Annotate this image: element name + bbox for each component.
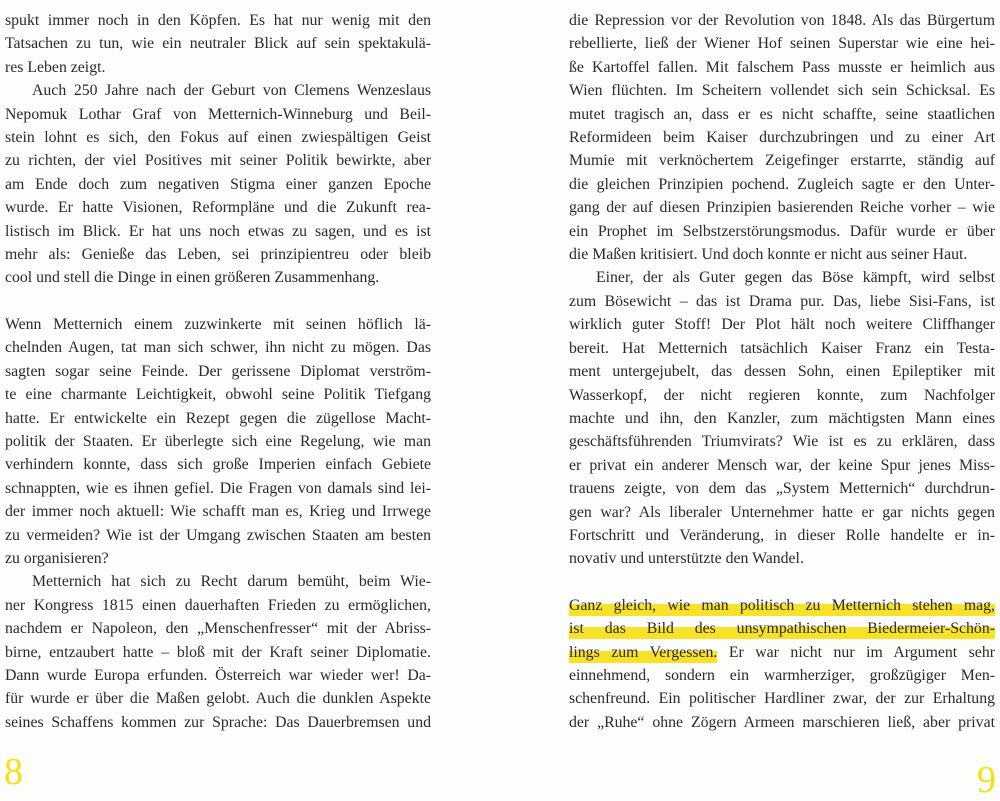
text-segment: trauens zeigte, von dem das „System Metternich“ durchdrun-: [569, 480, 995, 498]
text-segment: mutet tragisch an, dass er es nicht schaffte, seine staatlichen: [569, 105, 995, 123]
text-segment: Wenn Metternich einem zuzwinkerte mit seinen höflich lä-: [5, 315, 431, 333]
text-line: [5, 360, 431, 383]
text-line: [569, 220, 995, 243]
text-segment: zu organisieren?: [5, 549, 109, 567]
text-line: [569, 407, 995, 430]
text-line: [5, 313, 431, 336]
text-segment: cool und stell die Dinge in einen größeren Zusammenhang.: [5, 269, 380, 287]
highlighted-text: lings zum Vergessen.: [569, 643, 718, 661]
text-line: [5, 477, 431, 500]
text-line: [569, 454, 995, 477]
text-segment: Reformideen beim Kaiser durchzubringen und zu einer Art: [569, 129, 995, 147]
text-line: [5, 383, 431, 406]
text-line: [569, 687, 995, 710]
text-segment: Nepomuk Lothar Graf von Metternich-Winneburg und Beil-: [5, 105, 431, 123]
text-line: [569, 337, 995, 360]
text-line: [569, 664, 995, 687]
page-number-right: 9: [977, 759, 996, 801]
text-line: [569, 501, 995, 524]
text-segment: spukt immer noch in den Köpfen. Es hat nur wenig mit den: [5, 12, 431, 29]
text-line: [5, 173, 431, 196]
text-line: [569, 290, 995, 313]
highlighted-text: ist das Bild des unsympathischen Biedermeier-Schön-: [569, 620, 995, 638]
text-line: [569, 149, 995, 172]
text-line: [5, 500, 431, 523]
text-segment: zum Bösewicht – das ist Drama pur. Das, liebe Sisi-Fans, ist: [569, 292, 995, 310]
text-segment: einnehmend, sondern ein warmherziger, großzügiger Men-: [569, 666, 995, 684]
text-segment: Er war nicht nur im Argument sehr: [717, 643, 995, 661]
text-segment: Mumie mit verknöchertem Zeigefinger erstarrte, ständig auf: [569, 152, 995, 170]
text-segment: res Leben zeigt.: [5, 58, 106, 76]
text-segment: gen war? Als liberaler Unternehmer hatte er gar nichts gegen: [569, 503, 995, 521]
text-line: [5, 196, 431, 219]
text-segment: am Ende doch zum negativen Stigma einer ganzen Epoche: [5, 175, 431, 193]
text-segment: Metternich hat sich zu Recht darum bemüht, beim Wie-: [32, 573, 431, 591]
text-line: [569, 430, 995, 453]
text-line: [5, 126, 431, 149]
text-segment: stein lohnt es sich, den Fokus auf einen zwiespältigen Geist: [5, 129, 431, 147]
text-line: [5, 570, 431, 593]
text-line: [5, 453, 431, 476]
text-segment: Tatsachen zu tun, wie ein neutraler Blick auf sein spektakulä-: [5, 35, 431, 53]
text-line: [5, 594, 431, 617]
text-line: [569, 477, 995, 500]
text-segment: er privat ein anderer Mensch war, der keine Spur jenes Miss-: [569, 456, 995, 474]
text-segment: ein Prophet im Selbstzerstörungsmodus. Dafür wurde er über: [569, 222, 995, 240]
text-line: [5, 336, 431, 359]
text-line: [5, 617, 431, 640]
text-line: [569, 711, 995, 734]
text-segment: gang der auf diesen Prinzipien basierenden Reiche vorher – wie: [569, 199, 995, 217]
text-segment: schnappten, wie es ihnen gefiel. Die Fragen von damals sind lei-: [5, 479, 431, 497]
text-segment: Wasserkopf, der nicht regieren konnte, zum Nachfolger: [569, 386, 995, 404]
text-line: [569, 524, 995, 547]
text-segment: ße Kartoffel fallen. Mit falschem Pass musste er heimlich aus: [569, 58, 995, 76]
text-segment: rebellierte, ließ der Wiener Hof seinen Superstar wie eine hei-: [569, 35, 995, 53]
text-line: [5, 430, 431, 453]
text-segment: novativ und unterstützte den Wandel.: [569, 550, 804, 568]
text-line: [5, 220, 431, 243]
text-line: [5, 56, 431, 79]
text-segment: birne, entzaubert hatte – bloß mit der Kraft seiner Diplomatie.: [5, 643, 431, 661]
text-segment: der immer noch aktuell: Wie schafft man es, Krieg und Irrwege: [5, 503, 431, 521]
text-line: [569, 126, 995, 149]
text-line: [569, 313, 995, 336]
right-page-text-column: [569, 9, 995, 734]
text-line: [569, 173, 995, 196]
text-segment: te eine charmante Leichtigkeit, obwohl seine Politik Tiefgang: [5, 386, 431, 404]
text-segment: die Repression vor der Revolution von 1848. Als das Bürgertum: [569, 12, 995, 29]
text-line: [569, 266, 995, 289]
text-segment: zu vermeiden? Wie ist der Umgang zwischen Staaten am besten: [5, 526, 431, 544]
text-line: [569, 617, 995, 640]
text-segment: machte und ihn, den Kanzler, zum mächtigsten Mann eines: [569, 409, 995, 427]
page-number-left: 8: [4, 751, 23, 793]
text-line: [5, 711, 431, 734]
text-segment: ner Kongress 1815 einen dauerhaften Frieden zu ermöglichen,: [5, 596, 431, 614]
text-segment: Wien flüchten. Im Scheitern vollendet sich sein Schicksal. Es: [569, 82, 995, 100]
text-segment: Dann wurde Europa erfunden. Österreich war wieder wer! Da-: [5, 666, 431, 684]
text-line: [569, 9, 995, 32]
text-segment: listisch im Blick. Er hat uns noch etwas zu sagen, und es ist: [5, 222, 431, 240]
text-line: [5, 9, 431, 32]
text-segment: zu richten, der viel Positives mit seiner Politik bewirkte, aber: [5, 152, 431, 170]
text-line: [569, 547, 995, 570]
text-segment: ment untergejubelt, das dessen Sohn, einen Epileptiker mit: [569, 363, 995, 381]
text-segment: die gleichen Prinzipien pochend. Zugleich sagte er den Unter-: [569, 175, 995, 193]
text-line: [569, 641, 995, 664]
text-line: [569, 32, 995, 55]
text-segment: seines Schaffens kommen zur Sprache: Das Dauerbremsen und: [5, 713, 431, 731]
text-line: [5, 149, 431, 172]
text-segment: mehr als: Genieße das Leben, sei prinzipientreu oder bleib: [5, 246, 431, 264]
text-line: [569, 594, 995, 617]
text-line: [5, 547, 431, 570]
text-line: [5, 103, 431, 126]
text-line: [569, 79, 995, 102]
text-segment: schenfreund. Ein politischer Hardliner zwar, der zur Erhaltung: [569, 690, 995, 708]
text-segment: verhindern konnte, dass sich große Imperien einfach Gebiete: [5, 456, 431, 474]
text-segment: die Maßen kritisiert. Und doch konnte er nicht aus seiner Haut.: [569, 246, 968, 264]
text-segment: nachdem er Napoleon, den „Menschenfresser“ mit der Abriss-: [5, 620, 431, 638]
text-segment: politik der Staaten. Er überlegte sich eine Regelung, wie man: [5, 432, 431, 450]
text-line: [5, 524, 431, 547]
text-segment: geschäftsführenden Triumvirats? Wie ist es zu erklären, dass: [569, 433, 995, 451]
text-line: [5, 79, 431, 102]
text-segment: wirklich guter Stoff! Der Plot hält noch weitere Cliffhanger: [569, 316, 995, 334]
text-line: [5, 687, 431, 710]
text-segment: der „Ruhe“ ohne Zögern Armeen marschieren ließ, aber privat: [569, 713, 995, 731]
text-line: [5, 266, 431, 289]
text-line: [5, 32, 431, 55]
text-segment: wurde. Er hatte Visionen, Reformpläne und die Zukunft rea-: [5, 199, 431, 217]
text-line: [5, 641, 431, 664]
text-line: [5, 664, 431, 687]
highlighted-text: Ganz gleich, wie man politisch zu Metternich stehen mag,: [569, 596, 995, 614]
text-line: [569, 243, 995, 266]
text-segment: Auch 250 Jahre nach der Geburt von Clemens Wenzeslaus: [32, 82, 431, 100]
text-line: [569, 384, 995, 407]
left-page-text-column: [5, 9, 431, 734]
text-line: [569, 360, 995, 383]
text-line: [569, 196, 995, 219]
text-segment: hatte. Er entwickelte ein Rezept gegen die zügellose Macht-: [5, 409, 431, 427]
text-segment: Einer, der als Guter gegen das Böse kämpft, wird selbst: [596, 269, 995, 287]
text-segment: bereit. Hat Metternich tatsächlich Kaiser Franz ein Testa-: [569, 339, 995, 357]
text-line: [569, 103, 995, 126]
text-segment: sagten sogar seine Feinde. Der gerissene Diplomat verström-: [5, 362, 431, 380]
text-segment: für wurde er über die Maßen gelobt. Auch die dunklen Aspekte: [5, 690, 431, 708]
text-line: [5, 407, 431, 430]
text-line: [569, 56, 995, 79]
text-line: [5, 243, 431, 266]
text-segment: Fortschritt und Veränderung, in dieser Rolle handelte er in-: [569, 526, 995, 544]
text-segment: chelnden Augen, tat man sich schwer, ihn nicht zu mögen. Das: [5, 339, 431, 357]
